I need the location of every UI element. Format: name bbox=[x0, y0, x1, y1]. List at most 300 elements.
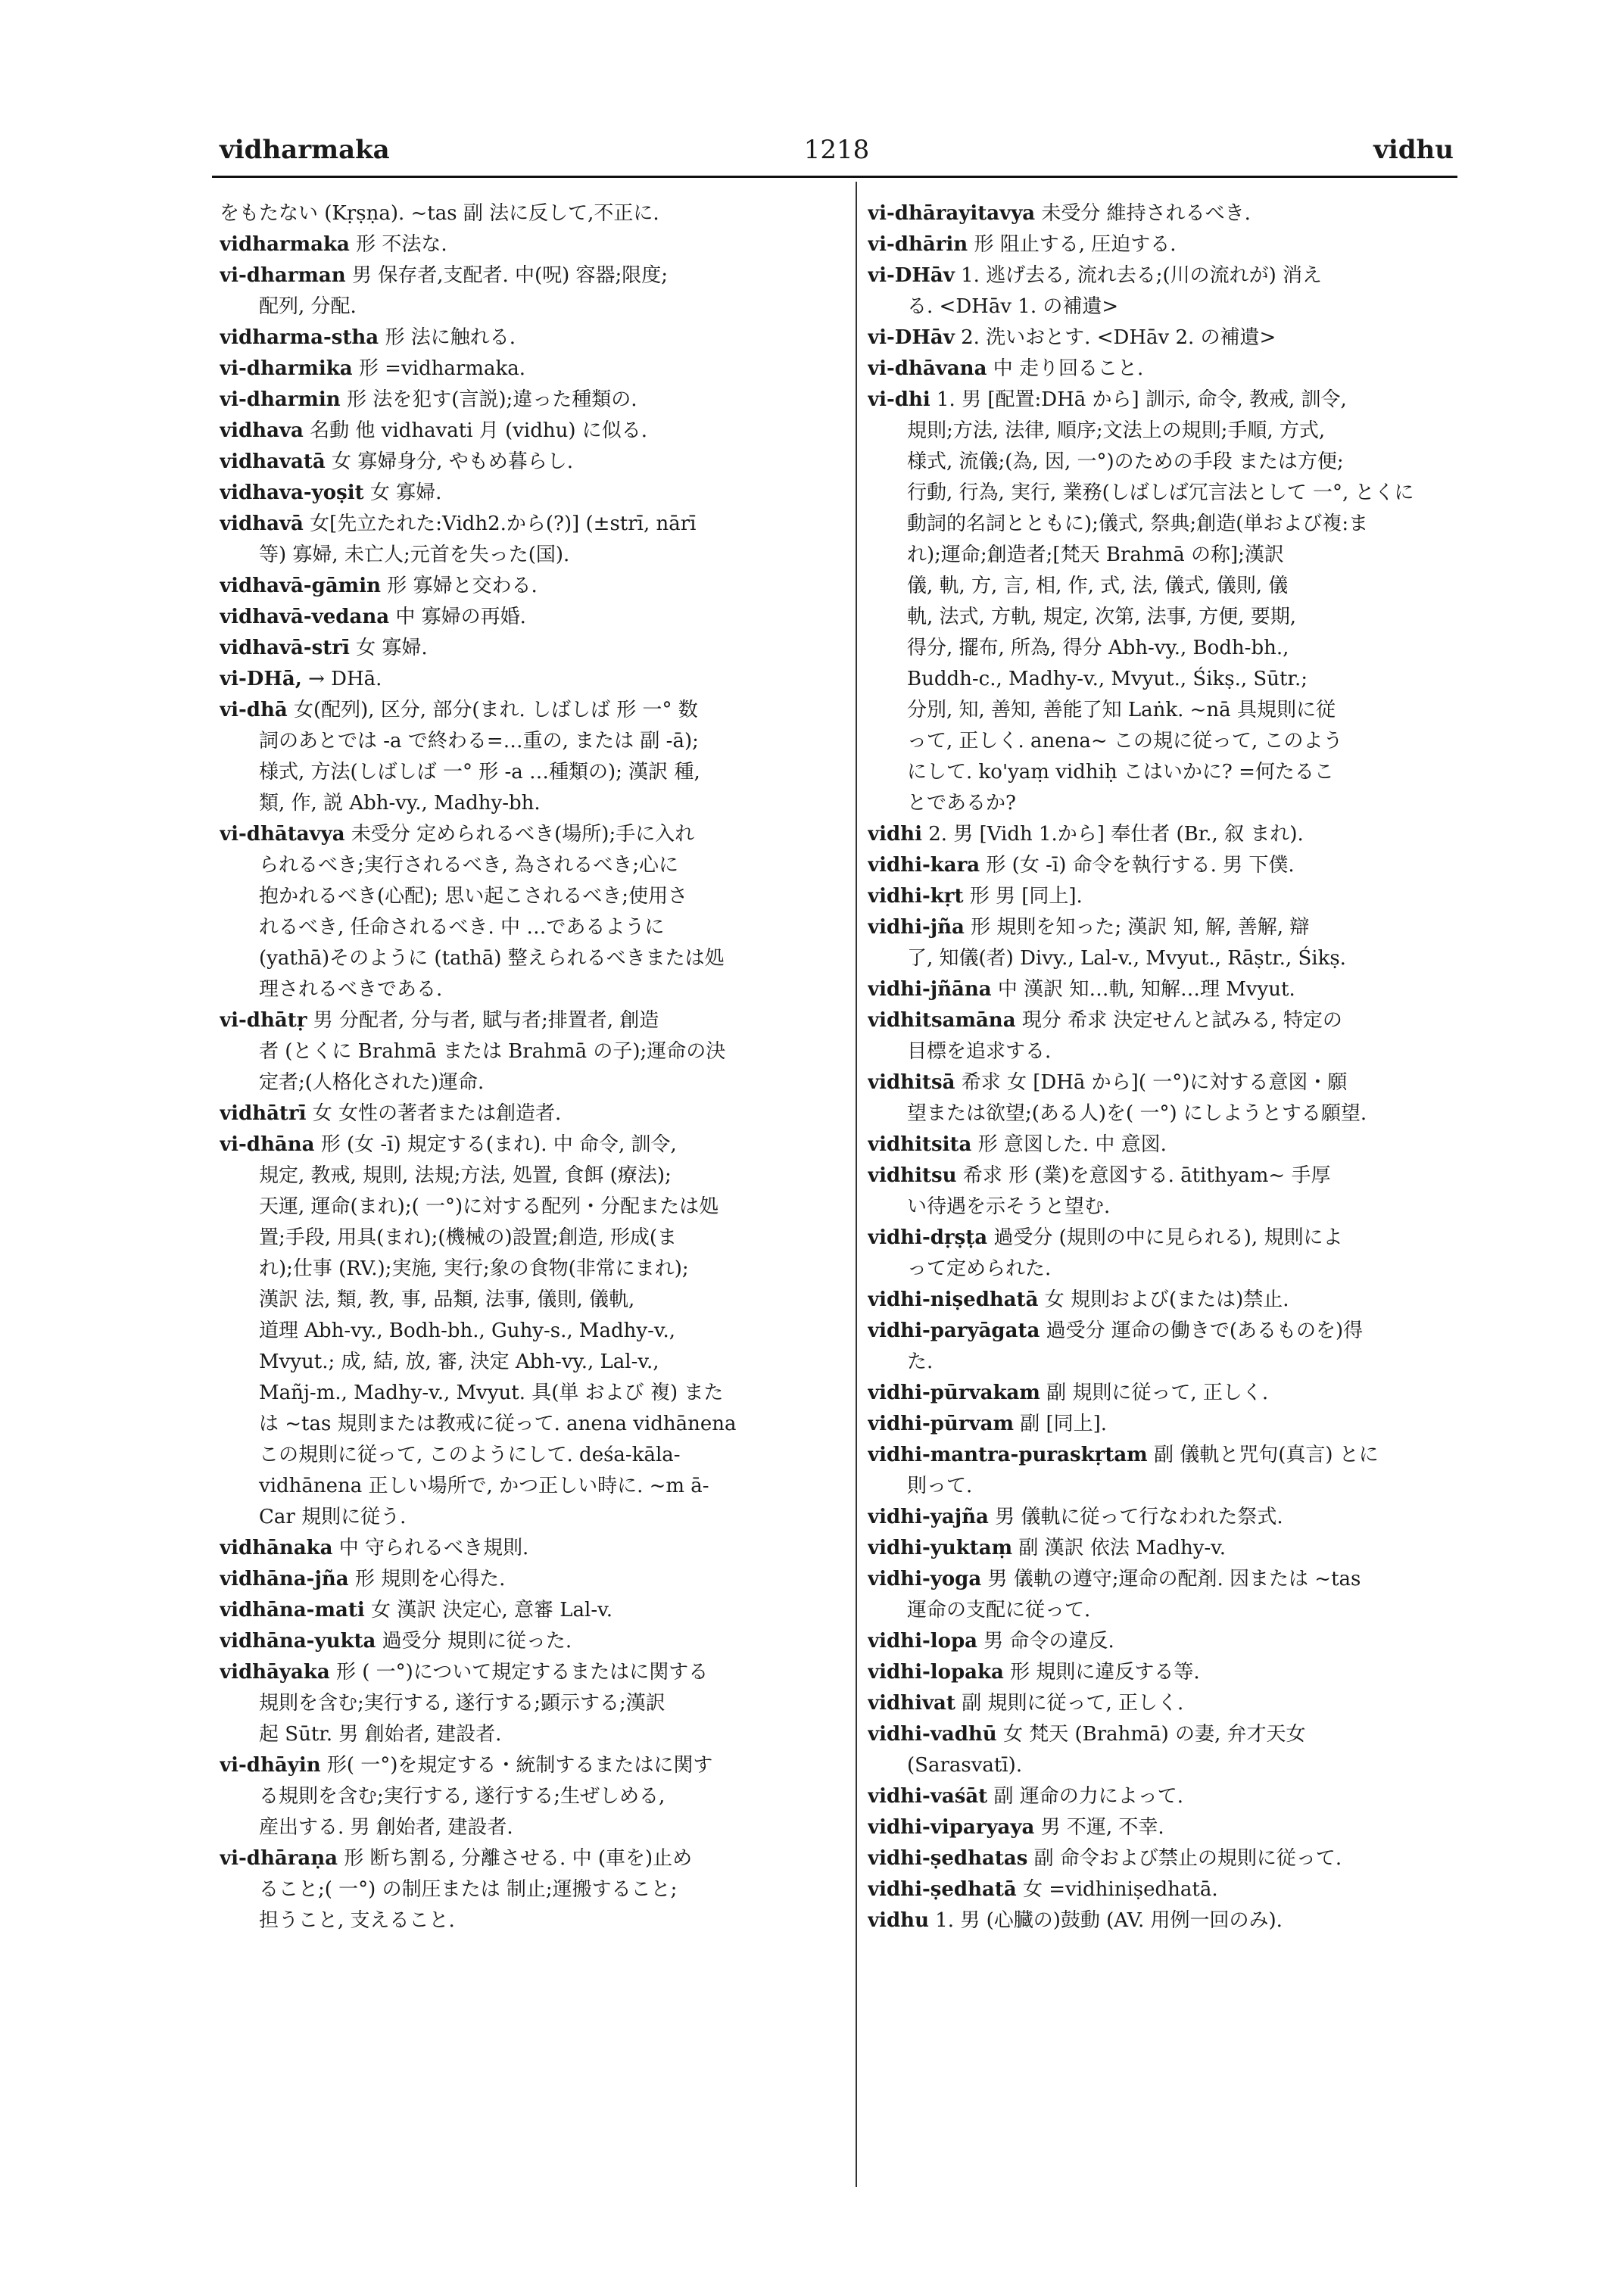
entry-first-line bbox=[220, 1129, 840, 1161]
headword: vidhātrī bbox=[220, 1102, 307, 1125]
entry-text: 中 漢訳 知…軌, 知解…理 Mvyut. bbox=[997, 978, 1295, 1001]
entry-continuation-line bbox=[220, 1719, 840, 1750]
dictionary-entry bbox=[868, 1843, 1466, 1874]
entry-text: 置;手段, 用具(まれ);(機械の)設置;創造, 形成(ま bbox=[259, 1226, 678, 1249]
entry-first-line bbox=[220, 354, 840, 385]
dictionary-entry bbox=[868, 1533, 1466, 1564]
entry-first-line bbox=[868, 1626, 1466, 1657]
right-column bbox=[868, 198, 1466, 1936]
entry-first-line bbox=[868, 198, 1466, 229]
entry-text: 副 規則に従って, 正しく. bbox=[962, 1692, 1184, 1715]
entry-text: た. bbox=[907, 1351, 934, 1373]
entry-continuation-line bbox=[868, 1347, 1466, 1378]
entry-text: 行動, 行為, 実行, 業務(しばしば冗言法として 一°, とくに bbox=[907, 481, 1414, 504]
entry-continuation-line bbox=[220, 1192, 840, 1223]
headword: vi-dhārin bbox=[868, 233, 968, 256]
headword: vidhi-niṣedhatā bbox=[868, 1288, 1039, 1311]
entry-continuation-line bbox=[220, 1316, 840, 1347]
entry-continuation-line bbox=[868, 1098, 1466, 1129]
dictionary-entry bbox=[220, 1626, 840, 1657]
entry-text: 1. 逃げ去る, 流れ去る;(川の流れが) 消え bbox=[961, 264, 1323, 287]
entry-text: 詞のあとでは -a で終わる=…重の, または 副 -ā); bbox=[259, 730, 699, 752]
column-divider bbox=[856, 182, 857, 2187]
entry-continuation-line bbox=[220, 788, 840, 819]
entry-text: 規則を含む;実行する, 遂行する;顕示する;漢訳 bbox=[259, 1692, 665, 1715]
headword: vidhāna-jña bbox=[220, 1568, 349, 1590]
entry-text: 形 不法な. bbox=[356, 233, 447, 256]
entry-first-line bbox=[220, 633, 840, 664]
entry-text: 軌, 法式, 方軌, 規定, 次第, 法事, 方便, 要期, bbox=[907, 606, 1296, 628]
entry-first-line bbox=[868, 912, 1466, 943]
dictionary-entry bbox=[220, 1750, 840, 1843]
entry-text: 中 守られるべき規則. bbox=[338, 1537, 529, 1559]
entry-text: 希求 形 (業)を意図する. ātithyam~ 手厚 bbox=[962, 1164, 1331, 1187]
headword: vidhāna-mati bbox=[220, 1599, 365, 1622]
entry-text: 女(配列), 区分, 部分(まれ. しばしば 形 一° 数 bbox=[293, 699, 698, 721]
headword: vidhava-yoṣit bbox=[220, 481, 364, 504]
dictionary-entry bbox=[868, 1129, 1466, 1161]
dictionary-entry bbox=[868, 229, 1466, 260]
headword: vi-dhāna bbox=[220, 1133, 315, 1156]
entry-text: 女 漢訳 決定心, 意審 Lal-v. bbox=[370, 1599, 613, 1622]
entry-text: 運命の支配に従って. bbox=[907, 1599, 1091, 1622]
entry-text: 男 命令の違反. bbox=[983, 1630, 1114, 1653]
entry-text: 様式, 方法(しばしば 一° 形 -a …種類の); 漢訳 種, bbox=[259, 761, 700, 784]
entry-text: る規則を含む;実行する, 遂行する;生ぜしめる, bbox=[259, 1785, 665, 1808]
entry-text: 抱かれるべき(心配); 思い起こされるべき;使用さ bbox=[259, 885, 688, 908]
entry-text: 形 (女 -ī) 命令を執行する. 男 下僕. bbox=[986, 854, 1295, 877]
entry-text: ること;( 一°) の制圧または 制止;運搬すること; bbox=[259, 1878, 678, 1901]
entry-continuation-line bbox=[220, 1223, 840, 1254]
headword: vidhi-yajña bbox=[868, 1506, 989, 1528]
entry-continuation-line bbox=[220, 1874, 840, 1905]
entry-first-line bbox=[868, 1843, 1466, 1874]
entry-text: って, 正しく. anena~ この規に従って, このよう bbox=[907, 730, 1343, 752]
headword: vi-dhāvana bbox=[868, 357, 987, 380]
entry-continuation-line bbox=[220, 912, 840, 943]
dictionary-entry bbox=[868, 1657, 1466, 1688]
entry-continuation-line bbox=[220, 1502, 840, 1533]
headword: vidhi-kṛt bbox=[868, 885, 964, 908]
entry-text: (yathā)そのように (tathā) 整えられるべきまたは処 bbox=[259, 947, 725, 970]
entry-text: って定められた. bbox=[907, 1257, 1052, 1280]
entry-text: 了, 知儀(者) Divy., Lal-v., Mvyut., Rāṣtr., Śikṣ. bbox=[907, 947, 1346, 970]
entry-text: 分別, 知, 善知, 善能了知 Laṅk. ~nā 具規則に従 bbox=[907, 699, 1336, 721]
entry-first-line bbox=[868, 1005, 1466, 1036]
entry-continuation-line bbox=[868, 1595, 1466, 1626]
entry-first-line bbox=[868, 260, 1466, 291]
entry-first-line bbox=[220, 416, 840, 447]
headword: vidhānaka bbox=[220, 1537, 333, 1559]
entry-text: 形 法に触れる. bbox=[385, 326, 516, 349]
dictionary-entry bbox=[868, 260, 1466, 322]
entry-continuation-line bbox=[220, 1347, 840, 1378]
entry-text: 得分, 擺布, 所為, 得分 Abh-vy., Bodh-bh., bbox=[907, 637, 1289, 659]
entry-first-line bbox=[868, 1719, 1466, 1750]
entry-continuation-line bbox=[220, 974, 840, 1005]
dictionary-entry bbox=[220, 1843, 840, 1936]
entry-text: 男 保存者,支配者. 中(呪) 容器;限度; bbox=[351, 264, 669, 287]
entry-first-line bbox=[868, 850, 1466, 881]
headword: vidhi-lopaka bbox=[868, 1661, 1004, 1684]
entry-text: → DHā. bbox=[308, 668, 382, 690]
headword: vidhi-ṣedhatas bbox=[868, 1847, 1028, 1870]
entry-text: れ);仕事 (RV.);実施, 実行;象の食物(非常にまれ); bbox=[259, 1257, 689, 1280]
headword: vidhi-mantra-puraskṛtam bbox=[868, 1444, 1148, 1466]
headword: vidhi-pūrvam bbox=[868, 1413, 1014, 1435]
entry-continuation-line bbox=[220, 1254, 840, 1285]
dictionary-entry bbox=[868, 1502, 1466, 1533]
entry-text: 形 ( 一°)について規定するまたはに関する bbox=[336, 1661, 709, 1684]
headword: vidhi-yoga bbox=[868, 1568, 982, 1590]
dictionary-entry bbox=[220, 260, 840, 322]
entry-continuation-line bbox=[220, 1440, 840, 1471]
entry-text: vidhānena 正しい場所で, かつ正しい時に. ~m ā- bbox=[259, 1475, 709, 1497]
entry-text: 中 走り回ること. bbox=[993, 357, 1144, 380]
entry-text: 2. 男 [Vidh 1.から] 奉仕者 (Br., 叙 まれ). bbox=[928, 823, 1304, 846]
entry-continuation-line bbox=[868, 1254, 1466, 1285]
entry-first-line bbox=[868, 1781, 1466, 1812]
dictionary-entry bbox=[868, 912, 1466, 974]
dictionary-entry bbox=[220, 1595, 840, 1626]
entry-continuation-line bbox=[868, 757, 1466, 788]
dictionary-entry bbox=[868, 198, 1466, 229]
entry-first-line bbox=[220, 1843, 840, 1874]
entry-first-line bbox=[220, 1595, 840, 1626]
entry-text: 道理 Abh-vy., Bodh-bh., Guhy-s., Madhy-v., bbox=[259, 1319, 676, 1342]
entry-first-line bbox=[220, 447, 840, 478]
page-header bbox=[220, 135, 1454, 173]
entry-first-line bbox=[220, 1098, 840, 1129]
dictionary-entry bbox=[868, 850, 1466, 881]
entry-text: 1. 男 (心臓の)鼓動 (AV. 用例一回のみ). bbox=[935, 1909, 1283, 1932]
dictionary-entry bbox=[868, 1005, 1466, 1067]
dictionary-entry bbox=[220, 664, 840, 695]
headword: vidhava bbox=[220, 419, 304, 442]
entry-text: 形 男 [同上]. bbox=[969, 885, 1083, 908]
dictionary-entry bbox=[868, 1161, 1466, 1223]
entry-text: 則って. bbox=[907, 1475, 973, 1497]
dictionary-entry bbox=[220, 819, 840, 1005]
entry-first-line bbox=[220, 1564, 840, 1595]
entry-first-line bbox=[220, 385, 840, 416]
entry-text: 未受分 定められるべき(場所);手に入れ bbox=[351, 823, 695, 846]
headword: vi-dharman bbox=[220, 264, 346, 287]
dictionary-entry bbox=[220, 571, 840, 602]
headword: vidhavā-strī bbox=[220, 637, 350, 659]
headword: vidharma-stha bbox=[220, 326, 379, 349]
entry-text: 名動 他 vidhavati 月 (vidhu) に似る. bbox=[310, 419, 648, 442]
entry-first-line bbox=[868, 354, 1466, 385]
headword: vi-dharmika bbox=[220, 357, 353, 380]
entry-text: 儀, 軌, 方, 言, 相, 作, 式, 法, 儀式, 儀則, 儀 bbox=[907, 575, 1289, 597]
dictionary-entry bbox=[220, 416, 840, 447]
entry-first-line bbox=[220, 322, 840, 354]
headword: vidhāyaka bbox=[220, 1661, 330, 1684]
entry-text: 目標を追求する. bbox=[907, 1040, 1052, 1063]
entry-continuation-line bbox=[868, 695, 1466, 726]
entry-continuation-line bbox=[868, 943, 1466, 974]
entry-continuation-line bbox=[220, 1905, 840, 1936]
entry-text: 過受分 (規則の中に見られる), 規則によ bbox=[993, 1226, 1343, 1249]
entry-first-line bbox=[868, 974, 1466, 1005]
page-number: 1218 bbox=[803, 135, 870, 165]
dictionary-entry bbox=[220, 1005, 840, 1098]
entry-text: 形 法を犯す(言説);違った種類の. bbox=[346, 388, 637, 411]
dictionary-entry bbox=[220, 1564, 840, 1595]
entry-first-line bbox=[868, 1657, 1466, 1688]
entry-text: 規則;方法, 法律, 順序;文法上の規則;手順, 方式, bbox=[907, 419, 1326, 442]
entry-text: 天運, 運命(まれ);( 一°)に対する配列・分配または処 bbox=[259, 1195, 719, 1218]
entry-continuation-line bbox=[220, 1067, 840, 1098]
entry-text: 副 [同上]. bbox=[1020, 1413, 1108, 1435]
dictionary-entry bbox=[220, 1098, 840, 1129]
entry-text: 形 規則を心得た. bbox=[354, 1568, 506, 1590]
entry-text: とであるか? bbox=[907, 792, 1016, 815]
entry-text: 過受分 規則に従った. bbox=[382, 1630, 572, 1653]
header-left-guide-word: vidharmaka bbox=[220, 135, 390, 165]
entry-text: 女 =vidhiniṣedhatā. bbox=[1022, 1878, 1218, 1901]
entry-continuation-line bbox=[868, 447, 1466, 478]
headword: vi-dhātṛ bbox=[220, 1009, 307, 1032]
entry-text: この規則に従って, このようにして. deśa-kāla- bbox=[259, 1444, 681, 1466]
headword: vi-dhi bbox=[868, 388, 930, 411]
entry-text: 副 運命の力によって. bbox=[993, 1785, 1183, 1808]
entry-continuation-line bbox=[868, 540, 1466, 571]
entry-text: 女 規則および(または)禁止. bbox=[1044, 1288, 1289, 1311]
header-right-guide-word: vidhu bbox=[1373, 135, 1454, 165]
entry-first-line bbox=[868, 1285, 1466, 1316]
entry-first-line bbox=[220, 602, 840, 633]
entry-text: 2. 洗いおとす. <DHāv 2. の補遺> bbox=[961, 326, 1276, 349]
headword: vidhi-jña bbox=[868, 916, 965, 939]
entry-first-line bbox=[220, 1657, 840, 1688]
dictionary-entry bbox=[220, 198, 840, 229]
entry-first-line bbox=[868, 1564, 1466, 1595]
entry-first-line bbox=[868, 1874, 1466, 1905]
entry-first-line bbox=[868, 881, 1466, 912]
dictionary-entry bbox=[220, 229, 840, 260]
entry-continuation-line bbox=[220, 1781, 840, 1812]
entry-first-line bbox=[868, 322, 1466, 354]
dictionary-entry bbox=[868, 322, 1466, 354]
entry-continuation-line bbox=[220, 1812, 840, 1843]
entry-text: 副 命令および禁止の規則に従って. bbox=[1033, 1847, 1342, 1870]
headword: vi-dhārayitavya bbox=[868, 202, 1036, 225]
entry-first-line bbox=[868, 819, 1466, 850]
entry-continuation-line bbox=[868, 664, 1466, 695]
headword: vidharmaka bbox=[220, 233, 350, 256]
entry-continuation-line bbox=[868, 633, 1466, 664]
entry-text: 形 意図した. 中 意図. bbox=[977, 1133, 1167, 1156]
entry-text: 形 (女 -ī) 規定する(まれ). 中 命令, 訓令, bbox=[320, 1133, 677, 1156]
entry-continuation-line bbox=[868, 416, 1466, 447]
headword: vidhi-vaśāt bbox=[868, 1785, 988, 1808]
entry-continuation-line bbox=[868, 1036, 1466, 1067]
entry-first-line bbox=[868, 1409, 1466, 1440]
entry-first-line bbox=[220, 509, 840, 540]
entry-text: 女[先立たれた:Vidh2.から(?)] (±strī, nārī bbox=[310, 512, 697, 535]
entry-continuation-line bbox=[220, 291, 840, 322]
dictionary-entry bbox=[868, 1874, 1466, 1905]
headword: vidhi-viparyaya bbox=[868, 1816, 1035, 1839]
entry-first-line bbox=[868, 1812, 1466, 1843]
entry-first-line bbox=[868, 385, 1466, 416]
dictionary-entry bbox=[220, 354, 840, 385]
headword: vidhivat bbox=[868, 1692, 955, 1715]
headword: vidhi-dṛṣṭa bbox=[868, 1226, 988, 1249]
entry-first-line bbox=[220, 229, 840, 260]
entry-text: 等) 寡婦, 未亡人;元首を失った(国). bbox=[259, 544, 570, 566]
dictionary-entry bbox=[220, 695, 840, 819]
entry-first-line bbox=[220, 1005, 840, 1036]
entry-first-line bbox=[220, 1750, 840, 1781]
dictionary-entry bbox=[868, 881, 1466, 912]
entry-continuation-line bbox=[220, 1036, 840, 1067]
headword: vi-DHāv bbox=[868, 326, 955, 349]
entry-text: (Sarasvatī). bbox=[907, 1754, 1023, 1777]
entry-first-line bbox=[868, 1533, 1466, 1564]
entry-text: 未受分 維持されるべき. bbox=[1041, 202, 1251, 225]
headword: vidhi-jñāna bbox=[868, 978, 992, 1001]
dictionary-entry bbox=[868, 1564, 1466, 1626]
entry-text: 過受分 運命の働きで(あるものを)得 bbox=[1046, 1319, 1364, 1342]
entry-continuation-line bbox=[220, 1471, 840, 1502]
entry-text: 女 寡婦. bbox=[369, 481, 442, 504]
entry-continuation-line bbox=[220, 1409, 840, 1440]
entry-text: 者 (とくに Brahmā または Brahmā の子);運命の決 bbox=[259, 1040, 726, 1063]
dictionary-entry bbox=[868, 1440, 1466, 1502]
headword: vidhavā bbox=[220, 512, 304, 535]
entry-continuation-line bbox=[220, 850, 840, 881]
entry-text: 配列, 分配. bbox=[259, 295, 357, 318]
entry-text: Car 規則に従う. bbox=[259, 1506, 407, 1528]
entry-first-line bbox=[220, 198, 840, 229]
entry-text: は ~tas 規則または教戒に従って. anena vidhānena bbox=[259, 1413, 737, 1435]
entry-text: られるべき;実行されるべき, 為されるべき;心に bbox=[259, 854, 679, 877]
entry-text: 規定, 教戒, 規則, 法規;方法, 処置, 食餌 (療法); bbox=[259, 1164, 672, 1187]
entry-text: 起 Sūtr. 男 創始者, 建設者. bbox=[259, 1723, 502, 1746]
headword: vidhāna-yukta bbox=[220, 1630, 376, 1653]
headword: vi-DHāv bbox=[868, 264, 955, 287]
entry-continuation-line bbox=[220, 943, 840, 974]
entry-continuation-line bbox=[220, 1688, 840, 1719]
entry-continuation-line bbox=[868, 726, 1466, 757]
entry-first-line bbox=[868, 1440, 1466, 1471]
headword: vidhi-paryāgata bbox=[868, 1319, 1040, 1342]
headword: vidhitsita bbox=[868, 1133, 972, 1156]
dictionary-entry bbox=[868, 1223, 1466, 1285]
dictionary-entry bbox=[220, 447, 840, 478]
entry-text: 望または欲望;(ある人)を( 一°) にしようとする願望. bbox=[907, 1102, 1367, 1125]
headword: vi-dhāraṇa bbox=[220, 1847, 338, 1870]
headword: vi-dhāyin bbox=[220, 1754, 321, 1777]
entry-text: 動詞的名詞とともに);儀式, 祭典;創造(単および複:ま bbox=[907, 512, 1369, 535]
dictionary-entry bbox=[868, 1378, 1466, 1409]
entry-text: れ);運命;創造者;[梵天 Brahmā の称];漢訳 bbox=[907, 544, 1284, 566]
entry-first-line bbox=[220, 260, 840, 291]
entry-first-line bbox=[868, 1161, 1466, 1192]
entry-text: 女 女性の著者または創造者. bbox=[312, 1102, 562, 1125]
entry-text: 男 分配者, 分与者, 賦与者;排置者, 創造 bbox=[313, 1009, 659, 1032]
entry-first-line bbox=[220, 819, 840, 850]
dictionary-entry bbox=[868, 1905, 1466, 1936]
dictionary-entry bbox=[868, 1285, 1466, 1316]
entry-first-line bbox=[220, 1533, 840, 1564]
entry-continuation-line bbox=[220, 881, 840, 912]
entry-continuation-line bbox=[220, 1285, 840, 1316]
dictionary-entry bbox=[220, 509, 840, 571]
entry-text: 形 寡婦と交わる. bbox=[387, 575, 538, 597]
left-column bbox=[220, 198, 840, 1936]
entry-text: Mvyut.; 成, 結, 放, 審, 決定 Abh-vy., Lal-v., bbox=[259, 1351, 659, 1373]
dictionary-entry bbox=[868, 1781, 1466, 1812]
entry-text: 漢訳 法, 類, 教, 事, 品類, 法事, 儀則, 儀軌, bbox=[259, 1288, 635, 1311]
entry-continuation-line bbox=[868, 291, 1466, 322]
entry-continuation-line bbox=[220, 1378, 840, 1409]
entry-text: 中 寡婦の再婚. bbox=[395, 606, 526, 628]
dictionary-entry bbox=[220, 478, 840, 509]
headword: vi-dhā bbox=[220, 699, 288, 721]
dictionary-entry bbox=[220, 385, 840, 416]
headword: vidhi-lopa bbox=[868, 1630, 977, 1653]
headword: vi-dharmin bbox=[220, 388, 341, 411]
entry-text: 形 阻止する, 圧迫する. bbox=[974, 233, 1177, 256]
entry-first-line bbox=[868, 1223, 1466, 1254]
entry-text: 副 規則に従って, 正しく. bbox=[1046, 1382, 1269, 1404]
entry-text: 男 儀軌の遵守;運命の配剤. 因または ~tas bbox=[987, 1568, 1361, 1590]
entry-text: 様式, 流儀;(為, 因, 一°)のための手段 または方便; bbox=[907, 450, 1344, 473]
entry-text: 女 梵天 (Brahmā) の妻, 弁才天女 bbox=[1002, 1723, 1306, 1746]
entry-text: Buddh-c., Madhy-v., Mvyut., Śikṣ., Sūtr.; bbox=[907, 668, 1308, 690]
headword: vidhavatā bbox=[220, 450, 326, 473]
entry-text: 副 儀軌と咒句(真言) とに bbox=[1153, 1444, 1379, 1466]
entry-text: 定者;(人格化された)運命. bbox=[259, 1071, 485, 1094]
entry-continuation-line bbox=[868, 1471, 1466, 1502]
entry-text: い待遇を示そうと望む. bbox=[907, 1195, 1111, 1218]
entry-text: 1. 男 [配置:DHā から] 訓示, 命令, 教戒, 訓令, bbox=[937, 388, 1347, 411]
entry-text: 希求 女 [DHā から]( 一°)に対する意図・願 bbox=[961, 1071, 1348, 1094]
dictionary-entry bbox=[868, 1067, 1466, 1129]
dictionary-entry bbox=[868, 385, 1466, 819]
header-rule bbox=[212, 176, 1457, 178]
entry-text: 現分 希求 決定せんと試みる, 特定の bbox=[1021, 1009, 1342, 1032]
entry-first-line bbox=[868, 1378, 1466, 1409]
entry-continuation-line bbox=[868, 571, 1466, 602]
entry-text: Mañj-m., Madhy-v., Mvyut. 具(単 および 複) また bbox=[259, 1382, 724, 1404]
entry-first-line bbox=[220, 695, 840, 726]
dictionary-entry bbox=[220, 602, 840, 633]
entry-text: 形 断ち割る, 分離させる. 中 (車を)止め bbox=[344, 1847, 693, 1870]
headword: vidhu bbox=[868, 1909, 929, 1932]
entry-text: 副 漢訳 依法 Madhy-v. bbox=[1018, 1537, 1227, 1559]
entry-text: 形 規則を知った; 漢訳 知, 解, 善解, 辯 bbox=[971, 916, 1310, 939]
entry-continuation-line bbox=[220, 540, 840, 571]
entry-first-line bbox=[868, 1129, 1466, 1161]
entry-continuation-line bbox=[220, 757, 840, 788]
headword: vidhavā-vedana bbox=[220, 606, 390, 628]
dictionary-entry bbox=[868, 819, 1466, 850]
entry-first-line bbox=[868, 1688, 1466, 1719]
entry-first-line bbox=[868, 229, 1466, 260]
entry-text: 理されるべきである. bbox=[259, 978, 443, 1001]
dictionary-entry bbox=[220, 633, 840, 664]
entry-text: 類, 作, 説 Abh-vy., Madhy-bh. bbox=[259, 792, 541, 815]
dictionary-entry bbox=[220, 1129, 840, 1533]
entry-text: 男 儀軌に従って行なわれた祭式. bbox=[995, 1506, 1283, 1528]
entry-continuation-line bbox=[868, 1750, 1466, 1781]
dictionary-entry bbox=[220, 322, 840, 354]
